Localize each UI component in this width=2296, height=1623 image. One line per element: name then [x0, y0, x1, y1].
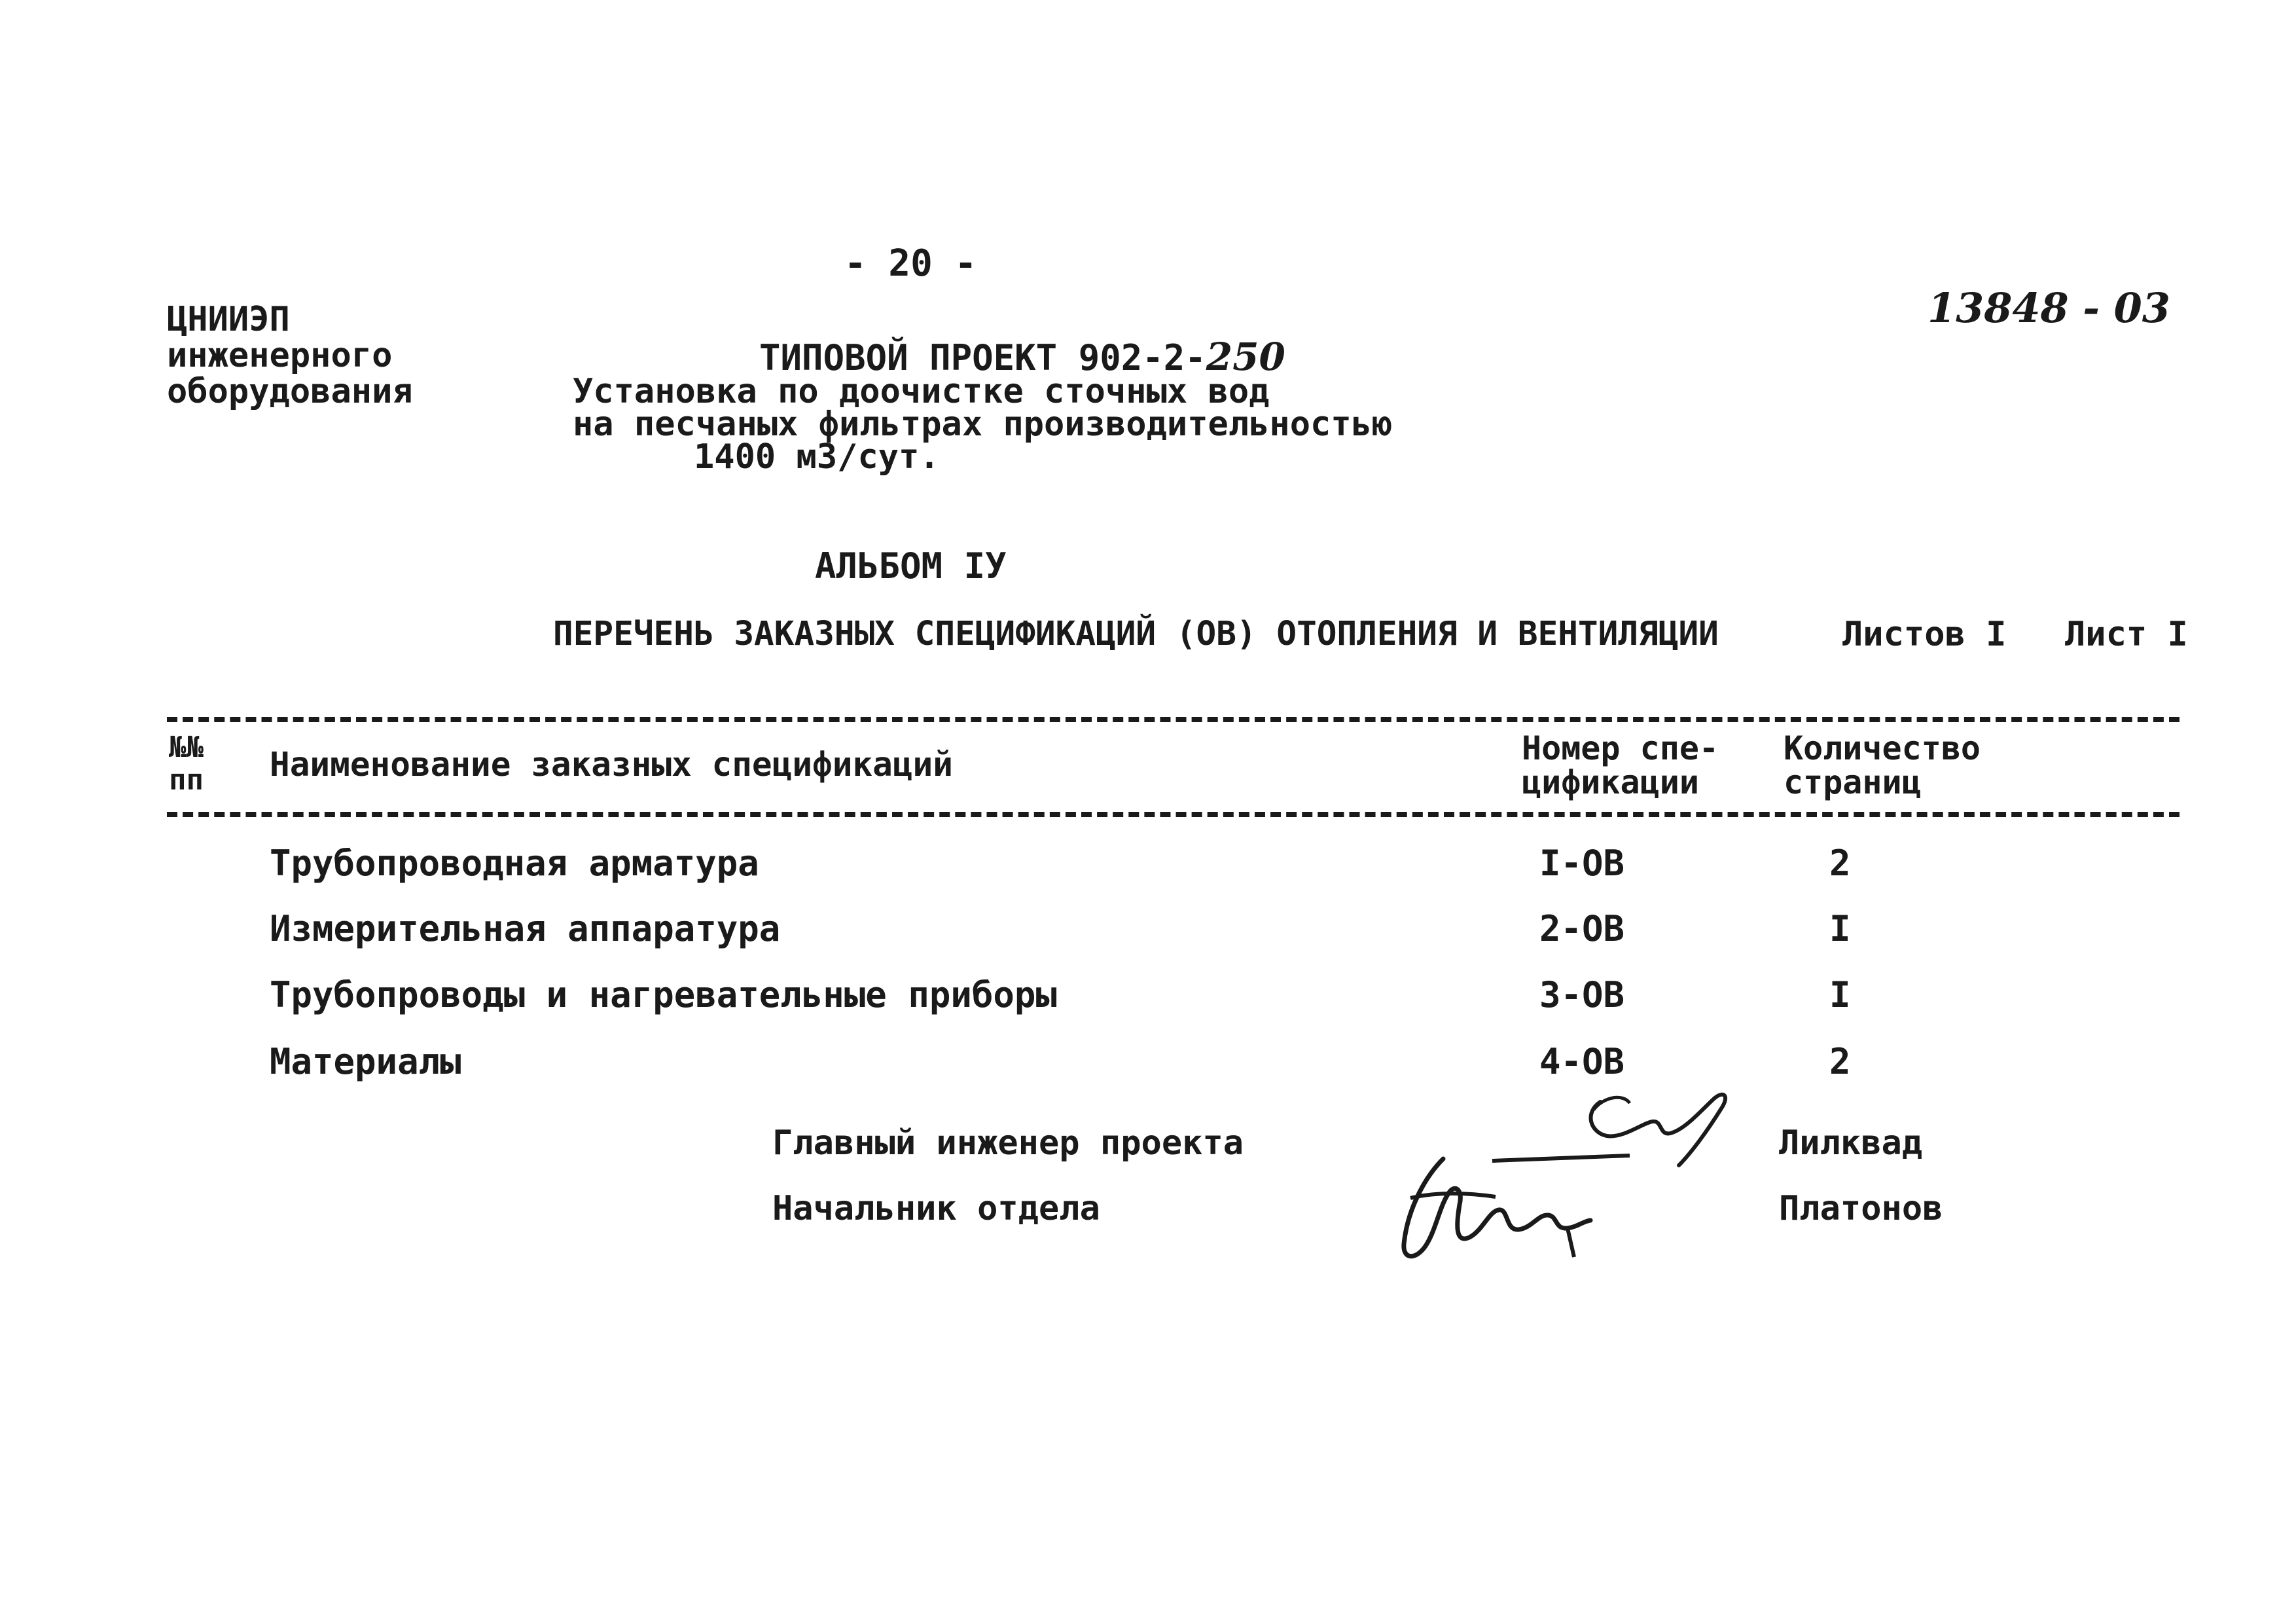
list-title: ПЕРЕЧЕНЬ ЗАКАЗНЫХ СПЕЦИФИКАЦИЙ (ОВ) ОТОПЛЕНИЯ И ВЕНТИЛЯЦИИ [553, 615, 1719, 653]
signature-department-head-handwritten [1371, 1152, 1607, 1270]
signature-name: Платонов [1779, 1189, 1943, 1228]
row-quantity: 2 [1829, 843, 1851, 884]
header-number-line-1: №№ [169, 731, 204, 764]
sheets-total: Листов I [1842, 615, 2007, 654]
organization-line-1: ЦНИИЭП [167, 300, 290, 339]
project-number-handwritten: 250 [1206, 335, 1285, 379]
document-code-handwritten: 13848 - 03 [1928, 284, 2170, 332]
album-title: АЛЬБОМ IУ [815, 545, 1007, 587]
row-name: Измерительная аппаратура [270, 908, 781, 949]
row-name: Материалы [270, 1041, 461, 1082]
row-quantity: I [1829, 974, 1851, 1015]
signature-role: Главный инженер проекта [772, 1123, 1244, 1163]
project-title-line-1: Установка по доочистке сточных вод [573, 372, 1270, 411]
row-quantity: 2 [1829, 1041, 1851, 1082]
header-quantity-line-2: страниц [1784, 763, 1922, 801]
header-code-line-2: цификации [1522, 763, 1699, 801]
signature-role: Начальник отдела [772, 1189, 1100, 1228]
project-title-line-2: на песчаных фильтрах производительностью [573, 405, 1393, 444]
signature-name: Лилквад [1779, 1123, 1923, 1163]
row-code: I-ОВ [1539, 843, 1625, 884]
row-code: 4-ОВ [1539, 1041, 1625, 1082]
organization-line-2: инженерного [167, 336, 393, 375]
table-top-rule [167, 717, 2179, 722]
header-number-line-2: пп [169, 763, 204, 797]
table-header-rule [167, 812, 2179, 817]
header-name: Наименование заказных спецификаций [270, 746, 953, 784]
sheet-number: Лист I [2065, 615, 2188, 654]
row-name: Трубопроводы и нагревательные приборы [270, 974, 1057, 1015]
row-code: 2-ОВ [1539, 908, 1625, 949]
organization-line-3: оборудования [167, 372, 413, 411]
project-prefix: ТИПОВОЙ ПРОЕКТ 902-2- [759, 337, 1206, 378]
row-quantity: I [1829, 908, 1851, 949]
header-code-line-1: Номер спе- [1522, 729, 1719, 767]
project-title-line-3: 1400 м3/сут. [694, 437, 940, 477]
project-heading [717, 302, 1285, 379]
row-code: 3-ОВ [1539, 974, 1625, 1015]
header-quantity-line-1: Количество [1784, 729, 1981, 767]
page-number: - 20 - [844, 242, 977, 285]
row-name: Трубопроводная арматура [270, 843, 759, 884]
